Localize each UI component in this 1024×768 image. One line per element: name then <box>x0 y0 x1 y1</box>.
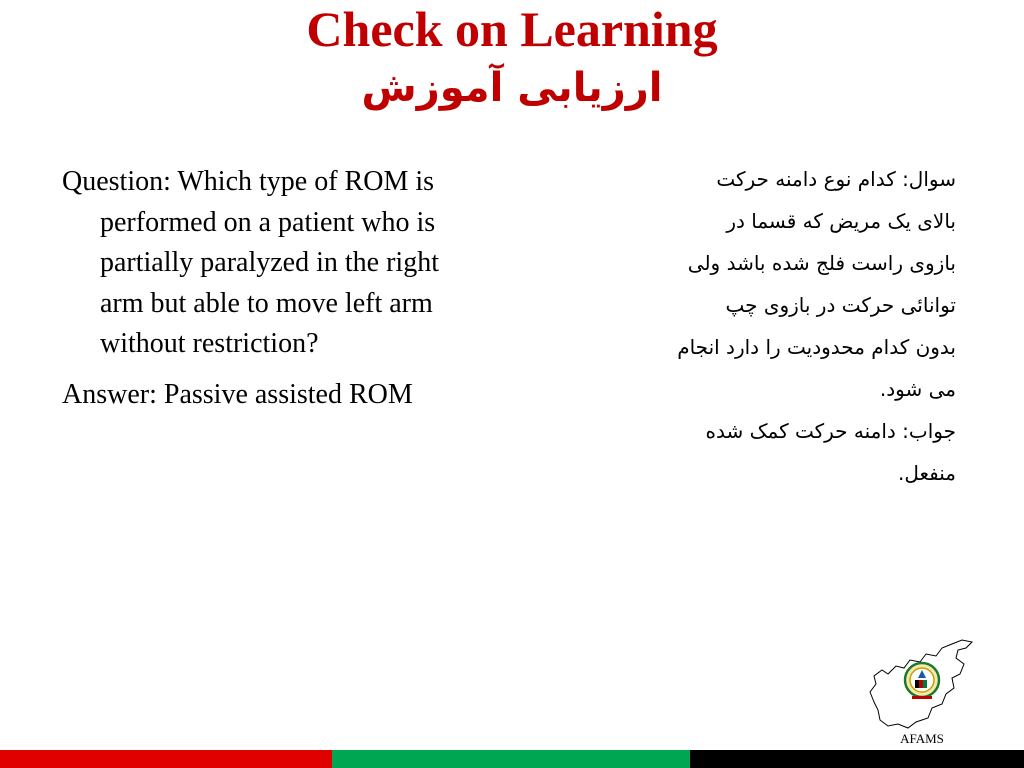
title-english: Check on Learning <box>306 1 718 57</box>
footer-bar-black <box>690 750 1024 768</box>
answer-text: Answer: Passive assisted ROM <box>62 378 413 410</box>
persian-question-line: بالای یک مریض که قسما در <box>726 209 956 233</box>
footer-bar-red <box>0 750 332 768</box>
right-column-persian <box>560 158 956 494</box>
persian-question-line: می شود. <box>879 377 956 401</box>
logo-label: AFAMS <box>900 731 944 746</box>
footer-bar-green <box>332 750 690 768</box>
left-column-english <box>62 162 442 425</box>
title-persian: ارزیابی آموزش <box>361 65 663 111</box>
persian-question-line: سوال: کدام نوع دامنه حرکت <box>716 167 956 191</box>
persian-answer-line: جواب: دامنه حرکت کمک شده <box>705 419 956 443</box>
afghanistan-map-emblem-icon <box>866 636 976 732</box>
question-text: Question: Which type of ROM is performed on a patient who is partially paralyzed in the right arm but able to move left arm without restriction? <box>62 166 439 359</box>
persian-answer-line: منفعل. <box>897 461 956 485</box>
persian-question-line: توانائی حرکت در بازوی چپ <box>725 293 956 317</box>
persian-question-line: بازوی راست فلج شده باشد ولی <box>687 251 956 275</box>
persian-question-line: بدون کدام محدودیت را دارد انجام <box>677 335 956 359</box>
